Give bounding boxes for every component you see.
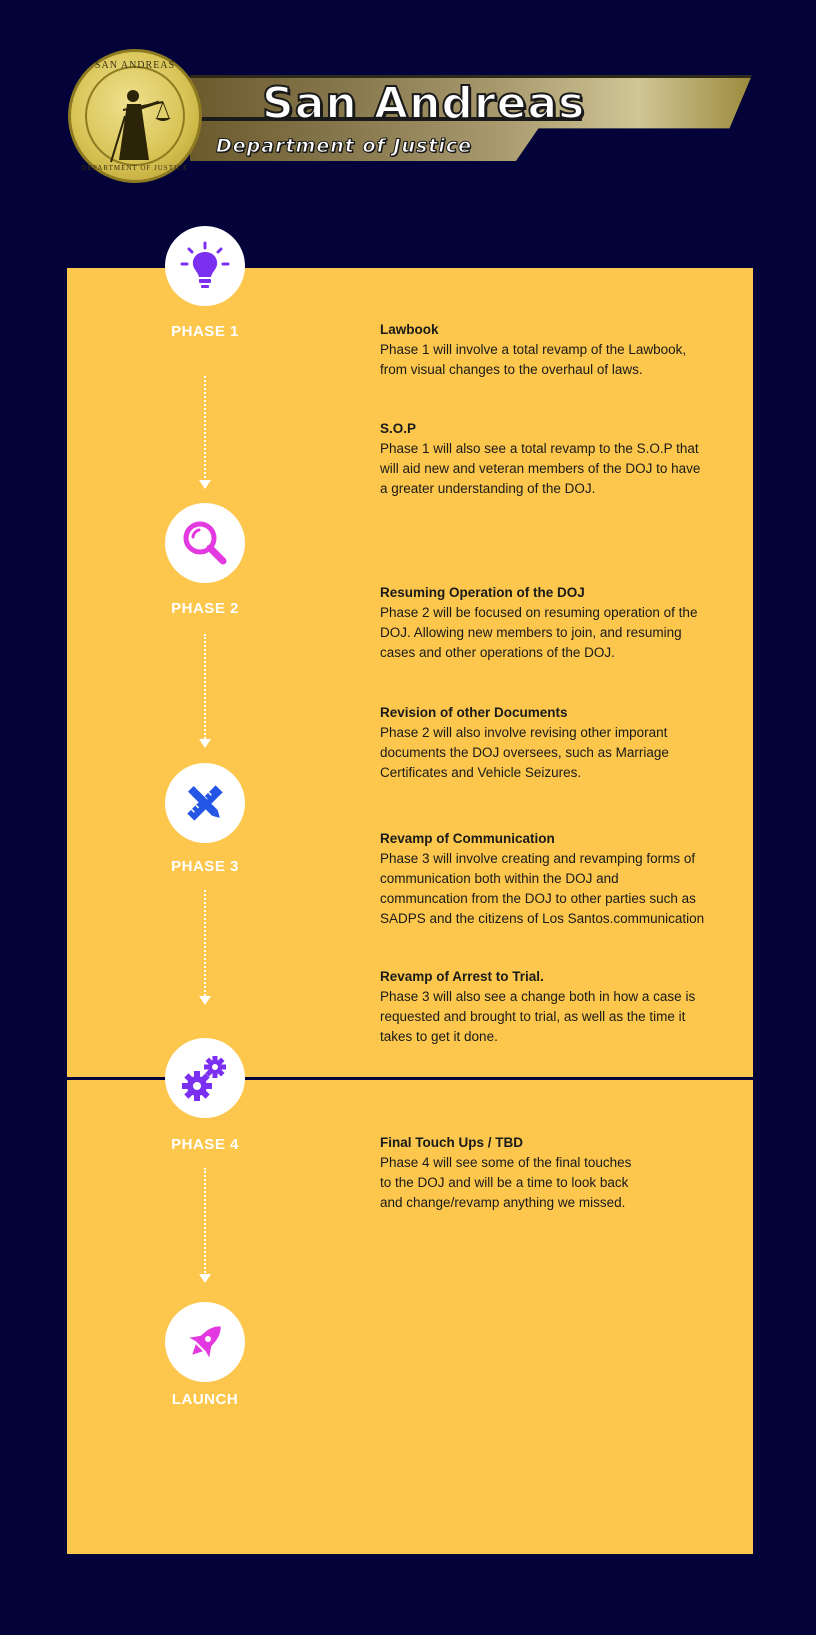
section-heading: Revamp of Communication: [380, 831, 555, 846]
page-title: San Andreas: [262, 78, 586, 129]
section-heading: Revision of other Documents: [380, 705, 568, 720]
doj-seal: [68, 49, 202, 183]
phase-1-label: PHASE 1: [171, 323, 239, 340]
page-subtitle: Department of Justice: [216, 135, 473, 157]
phase-3-connector: [204, 890, 206, 1000]
phase-3-label: PHASE 3: [171, 858, 239, 875]
section-body: Phase 1 will also see a total revamp to the S.O.P that will aid new and veteran members of the DOJ to have a greater understanding of the DOJ.: [380, 441, 701, 496]
section-heading: Resuming Operation of the DOJ: [380, 585, 585, 600]
arrow-down-icon: [199, 996, 211, 1005]
pencil-ruler-icon: [179, 777, 231, 829]
launch-icon-circle: [165, 1302, 245, 1382]
section-arrest-to-trial: [380, 967, 710, 1047]
launch-label: LAUNCH: [171, 1391, 239, 1408]
section-lawbook: [380, 320, 710, 380]
section-body: Phase 3 will also see a change both in how a case is requested and brought to trial, as well as the time it takes to get it done.: [380, 989, 696, 1044]
phase-2-connector: [204, 634, 206, 742]
phase-4-label: PHASE 4: [171, 1136, 239, 1153]
section-revision-documents: [380, 703, 710, 783]
section-heading: S.O.P: [380, 421, 417, 436]
section-final-touch-ups: [380, 1133, 640, 1213]
seal-text-top: SAN ANDREAS: [94, 60, 176, 71]
arrow-down-icon: [199, 1274, 211, 1283]
section-body: Phase 2 will also involve revising other imporant documents the DOJ oversees, such as Marriage Certificates and Vehicle Seizures.: [380, 725, 669, 780]
phase-4-connector: [204, 1168, 206, 1276]
phase-1-connector: [204, 376, 206, 486]
section-revamp-communication: [380, 829, 710, 929]
section-body: Phase 1 will involve a total revamp of the Lawbook, from visual changes to the overhaul of laws.: [380, 342, 687, 377]
seal-text-bottom: DEPARTMENT OF JUSTICE: [81, 164, 189, 172]
section-sop: [380, 419, 710, 499]
section-heading: Lawbook: [380, 322, 439, 337]
arrow-down-icon: [199, 480, 211, 489]
section-body: Phase 3 will involve creating and revamping forms of communication both within the DOJ and communcation from the DOJ to other parties such as SADPS and the citizens of Los Santos.communication: [380, 851, 705, 926]
lightbulb-icon: [179, 240, 231, 292]
phase-4-icon-circle: [165, 1038, 245, 1118]
section-heading: Revamp of Arrest to Trial.: [380, 969, 544, 984]
phase-3-icon-circle: [165, 763, 245, 843]
section-body: Phase 4 will see some of the final touches to the DOJ and will be a time to look back and change/revamp anything we missed.: [380, 1155, 632, 1210]
arrow-down-icon: [199, 739, 211, 748]
magnifier-icon: [179, 517, 231, 569]
gears-icon: [177, 1050, 233, 1106]
section-heading: Final Touch Ups / TBD: [380, 1135, 523, 1150]
phase-2-label: PHASE 2: [171, 600, 239, 617]
section-body: Phase 2 will be focused on resuming operation of the DOJ. Allowing new members to join, and resuming cases and other operations of the DOJ.: [380, 605, 698, 660]
section-resuming-operation: [380, 583, 710, 663]
phase-1-icon-circle: [165, 226, 245, 306]
phase-2-icon-circle: [165, 503, 245, 583]
rocket-icon: [179, 1316, 231, 1368]
